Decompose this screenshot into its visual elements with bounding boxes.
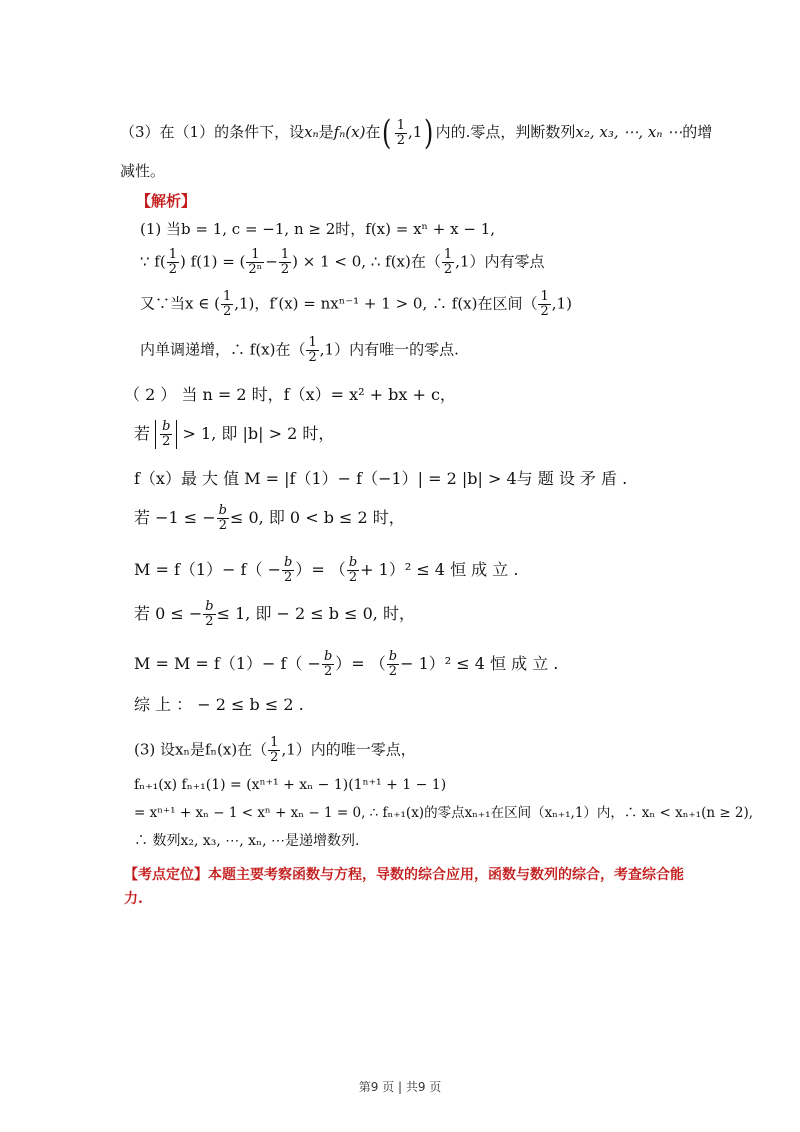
- part1-text: ) f(1) = (: [180, 252, 246, 271]
- part1-text: ,1): [551, 294, 572, 313]
- part3-line-1: [134, 736, 416, 765]
- frac-den: 2: [270, 750, 279, 765]
- part2-text: − 1）² ≤ 4 恒 成 立 .: [400, 654, 559, 673]
- fraction-half: [167, 248, 179, 277]
- abs-value: [155, 420, 177, 449]
- math-xn: xₙ: [304, 123, 319, 141]
- frac-num: 1: [540, 289, 549, 304]
- part1-line-2: [140, 248, 544, 277]
- math-comma-one: ,1: [408, 123, 423, 141]
- fraction-b-over-2: [282, 556, 294, 585]
- fraction-b-over-2: [160, 420, 172, 449]
- frac-den: 2: [284, 570, 293, 585]
- fraction-one-over-2n: [246, 248, 264, 277]
- fraction-b-over-2: [203, 600, 215, 629]
- part1-text: ) × 1 < 0, ∴ f(x)在（: [292, 252, 441, 271]
- frac-den: 2: [168, 262, 177, 277]
- frac-den: 2ⁿ: [248, 262, 263, 277]
- fraction-half: [221, 290, 233, 319]
- question-3-text: 是: [318, 123, 334, 141]
- question-3-text: 在: [365, 123, 381, 141]
- part2-text: M = M = f（1）− f（ −: [134, 654, 321, 673]
- part2-line-5: [134, 556, 518, 585]
- frac-num: b: [283, 555, 293, 570]
- paren-close: ): [424, 113, 434, 153]
- frac-den: 2: [308, 350, 317, 365]
- fraction-b-over-2: [217, 504, 229, 533]
- part3-text: (3) 设xₙ是fₙ(x)在（: [134, 740, 268, 759]
- frac-num: 1: [396, 117, 406, 133]
- kaodian-line-1: 【考点定位】本题主要考察函数与方程，导数的综合应用，函数与数列的综合，考查综合能: [124, 867, 684, 883]
- fraction-b-over-2: [387, 650, 399, 679]
- part3-line-2: fₙ₊₁(x) fₙ₊₁(1) = (xⁿ⁺¹ + xₙ − 1)(1ⁿ⁺¹ + 1 − 1): [134, 777, 447, 793]
- part2-text: + 1）² ≤ 4 恒 成 立 .: [360, 560, 519, 579]
- frac-num: 1: [222, 289, 232, 304]
- math-fnx: fₙ(x): [333, 123, 366, 141]
- question-3-line-1: [120, 113, 713, 153]
- fraction-b-over-2: [347, 556, 359, 585]
- minus-sign: −: [265, 252, 278, 271]
- part1-text: ,1）内有唯一的零点.: [319, 340, 459, 359]
- question-3-text: （3）在（1）的条件下，设: [120, 123, 305, 141]
- part2-line-3: f（x）最 大 值 M = |f（1）− f（−1）| = 2 |b| > 4与 题 设 矛 盾 .: [134, 469, 628, 488]
- part2-line-7: [134, 650, 558, 679]
- fraction-half: [268, 736, 280, 765]
- fraction-half: [395, 119, 407, 148]
- question-3-line-2: 减性。: [120, 162, 166, 180]
- part2-line-1: （ 2 ） 当 n = 2 时，f（x）= x² + bx + c，: [124, 385, 456, 404]
- frac-num: 1: [246, 248, 264, 263]
- part1-line-1: (1) 当b = 1, c = −1, n ≥ 2时，f(x) = xⁿ + x − 1,: [140, 220, 496, 238]
- frac-num: b: [323, 649, 333, 664]
- part2-text: ≤ 1, 即 − 2 ≤ b ≤ 0, 时，: [216, 604, 415, 623]
- frac-num: b: [162, 419, 171, 434]
- paren-open: (: [382, 113, 392, 153]
- page-footer: 第9 页 | 共9 页: [358, 1080, 442, 1094]
- part1-line-4: [140, 336, 459, 365]
- frac-den: 2: [205, 614, 214, 629]
- part1-text: 又∵当x ∈ (: [140, 294, 220, 313]
- fraction-half: [306, 336, 318, 365]
- part2-text: 若 −1 ≤ −: [134, 508, 216, 527]
- part1-line-3: [140, 290, 572, 319]
- fraction-half: [538, 290, 550, 319]
- part1-text: 内单调递增，∴ f(x)在（: [140, 340, 306, 359]
- part2-line-4: [134, 504, 405, 533]
- part2-line-6: [134, 600, 415, 629]
- frac-num: b: [218, 503, 227, 518]
- part2-text: ）= （: [295, 560, 346, 579]
- frac-num: 1: [443, 247, 453, 262]
- frac-den: 2: [323, 664, 333, 679]
- frac-den: 2: [218, 518, 227, 533]
- part3-line-3: = xⁿ⁺¹ + xₙ − 1 < xⁿ + xₙ − 1 = 0, ∴ fₙ₊₁(x)的零点xₙ₊₁在区间（xₙ₊₁,1）内，∴ xₙ < xₙ₊₁(n ≥ 2),: [134, 805, 754, 821]
- part2-text: ≤ 0, 即 0 < b ≤ 2 时，: [230, 508, 405, 527]
- frac-num: b: [388, 649, 398, 664]
- frac-den: 2: [540, 304, 549, 319]
- question-3-text: 内的.零点，判断数列: [435, 123, 576, 141]
- frac-den: 2: [443, 262, 453, 277]
- frac-den: 2: [388, 664, 398, 679]
- part2-text: 若: [134, 424, 151, 443]
- kaodian-line-2: 力.: [124, 891, 143, 907]
- part1-text: ∵ f(: [140, 252, 166, 271]
- jiexi-label: 【解析】: [136, 192, 197, 210]
- part2-text: ）= （: [335, 654, 386, 673]
- part3-line-4: ∴ 数列x₂, x₃, ⋯, xₙ, ⋯是递增数列.: [134, 833, 360, 849]
- part3-text: ,1）内的唯一零点，: [281, 740, 416, 759]
- frac-num: 1: [280, 247, 290, 262]
- frac-den: 2: [222, 304, 232, 319]
- frac-num: 1: [308, 335, 317, 350]
- fraction-half: [442, 248, 454, 277]
- part2-text: M = f（1）− f（ −: [134, 560, 281, 579]
- fraction-b-over-2: [322, 650, 334, 679]
- part1-text: ,1)，f′(x) = nxⁿ⁻¹ + 1 > 0, ∴ f(x)在区间（: [234, 294, 538, 313]
- part2-text: 若 0 ≤ −: [134, 604, 203, 623]
- frac-den: 2: [162, 434, 171, 449]
- frac-num: 1: [168, 247, 177, 262]
- frac-num: b: [348, 555, 358, 570]
- frac-num: b: [205, 599, 214, 614]
- frac-den: 2: [396, 132, 406, 148]
- part2-line-2: [134, 420, 334, 449]
- math-sequence: x₂, x₃, ⋯, xₙ ⋯: [575, 123, 683, 141]
- part2-text: > 1, 即 |b| > 2 时，: [182, 424, 335, 443]
- part1-text: ,1）内有零点: [455, 252, 545, 271]
- question-3-text: 的增: [682, 123, 713, 141]
- frac-den: 2: [280, 262, 290, 277]
- frac-den: 2: [348, 570, 358, 585]
- fraction-half: [279, 248, 291, 277]
- frac-num: 1: [270, 735, 279, 750]
- part2-line-8: 综 上 ： − 2 ≤ b ≤ 2 .: [134, 695, 304, 714]
